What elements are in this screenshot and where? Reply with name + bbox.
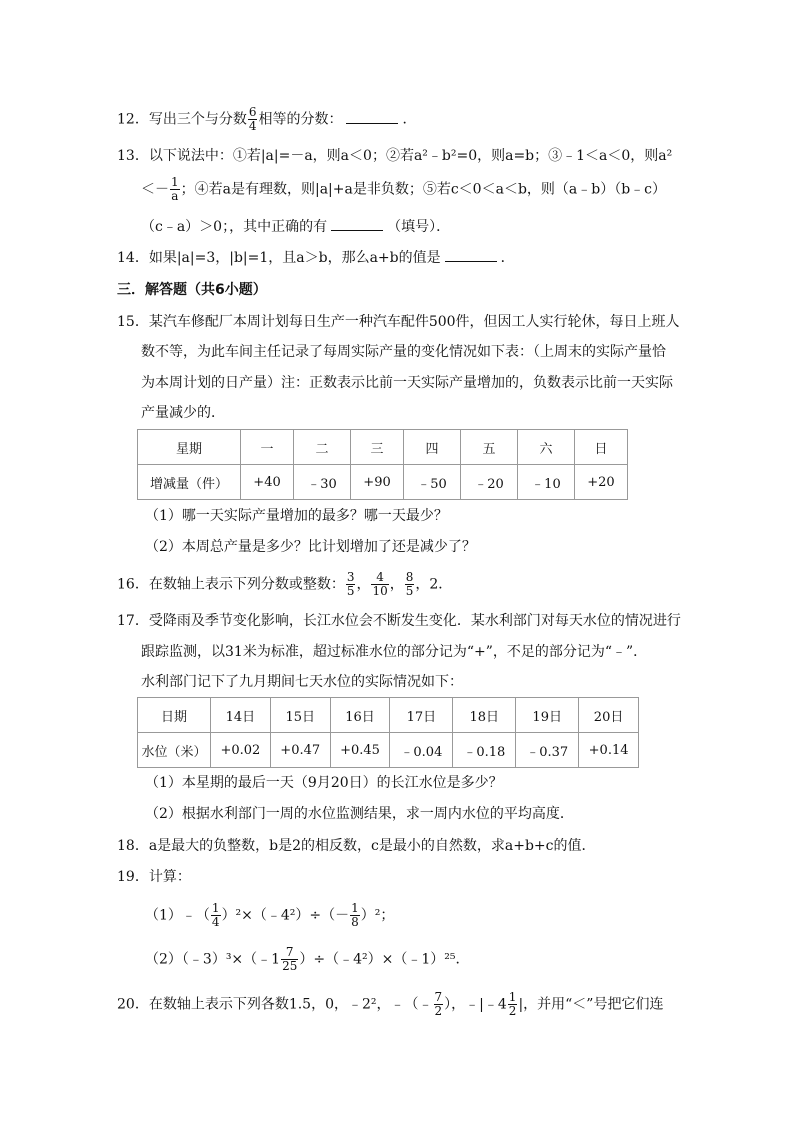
table-cell: ﹣0.04 (390, 733, 453, 768)
table-header: 日 (574, 430, 627, 465)
table-cell: 水位（米） (138, 733, 211, 768)
answer-blank[interactable] (445, 249, 497, 262)
production-table (137, 429, 628, 500)
table-header: 14日 (211, 698, 271, 733)
question-19-part-1: （1）﹣（ $\frac{1}{4}$ ）²×（﹣4²）÷（－ $\frac{1}{8}$ ）²； (145, 901, 395, 929)
table-header: 四 (404, 430, 461, 465)
table-cell: +20 (574, 465, 627, 500)
table-cell: 增减量（件） (138, 465, 241, 500)
question-17-sub-1: （1）本星期的最后一天（9月20日）的长江水位是多少？ (145, 775, 503, 791)
question-15-line-1: 15．某汽车修配厂本周计划每日生产一种汽车配件500件，但因工人实行轮休，每日上班人 (117, 314, 680, 330)
table-header: 16日 (330, 698, 390, 733)
table-cell: +0.14 (579, 733, 639, 768)
question-15-line-3: 为本周计划的日产量）注：正数表示比前一天实际产量增加的，负数表示比前一天实际 (141, 375, 673, 391)
table-header: 15日 (270, 698, 330, 733)
table-header: 18日 (453, 698, 516, 733)
table-row (138, 698, 639, 733)
question-19-part-2: （2）（﹣3）³×（﹣1 $\frac{7}{25}$ ）÷（﹣4²）×（﹣1）²⁵． (145, 945, 470, 973)
table-header: 六 (517, 430, 574, 465)
table-header: 17日 (390, 698, 453, 733)
table-cell: ﹣10 (517, 465, 574, 500)
water-level-table (137, 697, 639, 768)
question-17-sub-2: （2）根据水利部门一周的水位监测结果，求一周内水位的平均高度． (145, 806, 574, 822)
answer-blank[interactable] (346, 111, 398, 124)
question-15-line-4: 产量减少的． (141, 405, 225, 421)
table-cell: ﹣0.37 (516, 733, 579, 768)
question-12: 12．写出三个与分数 $\frac{6}{4}$ 相等的分数： ． (117, 105, 417, 133)
table-cell: +0.02 (211, 733, 271, 768)
table-cell: ﹣50 (404, 465, 461, 500)
question-14: 14．如果|a|=3，|b|=1，且a＞b，那么a+b的值是 ． (117, 250, 515, 266)
question-15-sub-1: （1）哪一天实际产量增加的最多？哪一天最少？ (145, 508, 448, 524)
table-header: 日期 (138, 698, 211, 733)
table-header: 一 (241, 430, 294, 465)
table-cell: +0.47 (270, 733, 330, 768)
table-header: 星期 (138, 430, 241, 465)
table-header: 19日 (516, 698, 579, 733)
question-13-line-2: ＜－ $\frac{1}{a}$ ；④若a是有理数，则|a|+a是非负数；⑤若c＜0＜a＜b，则（a﹣b）（b﹣c） (141, 175, 667, 203)
table-cell: ﹣20 (461, 465, 518, 500)
question-19: 19．计算： (117, 869, 191, 885)
table-row (138, 430, 628, 465)
answer-blank[interactable] (331, 218, 383, 231)
table-header: 20日 (579, 698, 639, 733)
table-cell: +0.45 (330, 733, 390, 768)
table-row (138, 733, 639, 768)
question-13-line-3: （c﹣a）＞0；，其中正确的有 （填号）． (141, 219, 451, 235)
question-16: 16．在数轴上表示下列分数或整数： $\frac{3}{5}$ ， $\frac{4}{10}$ ， $\frac{8}{5}$ ，2． (117, 570, 453, 598)
table-header: 五 (461, 430, 518, 465)
question-17-line-3: 水利部门记下了九月期间七天水位的实际情况如下： (141, 674, 463, 690)
table-row (138, 465, 628, 500)
table-cell: +90 (351, 465, 404, 500)
question-15-line-2: 数不等，为此车间主任记录了每周实际产量的变化情况如下表：（上周末的实际产量恰 (141, 344, 666, 360)
table-header: 三 (351, 430, 404, 465)
table-cell: +40 (241, 465, 294, 500)
question-15-sub-2: （2）本周总产量是多少？比计划增加了还是减少了？ (145, 539, 476, 555)
fraction: $\frac{6}{4}$ (248, 105, 257, 133)
question-18: 18．a是最大的负整数，b是2的相反数，c是最小的自然数，求a+b+c的值． (117, 838, 596, 854)
table-cell: ﹣30 (294, 465, 351, 500)
table-cell: ﹣0.18 (453, 733, 516, 768)
fraction: $\frac{1}{a}$ (171, 175, 179, 203)
table-header: 二 (294, 430, 351, 465)
section-header: 三．解答题（共6小题） (117, 282, 267, 298)
question-20: 20．在数轴上表示下列各数1.5，0，﹣2²，﹣（﹣ $\frac{7}{2}$ ），﹣|﹣4 $\frac{1}{2}$ |，并用“＜”号把它们连 (117, 990, 664, 1018)
question-17-line-2: 跟踪监测，以31米为标准，超过标准水位的部分记为“+”，不足的部分记为“﹣”． (141, 644, 648, 660)
question-13-line-1: 13．以下说法中：①若|a|=－a，则a＜0；②若a²﹣b²=0，则a=b；③﹣1＜a＜0，则a² (117, 148, 673, 164)
question-17-line-1: 17．受降雨及季节变化影响，长江水位会不断发生变化．某水利部门对每天水位的情况进行 (117, 613, 681, 629)
